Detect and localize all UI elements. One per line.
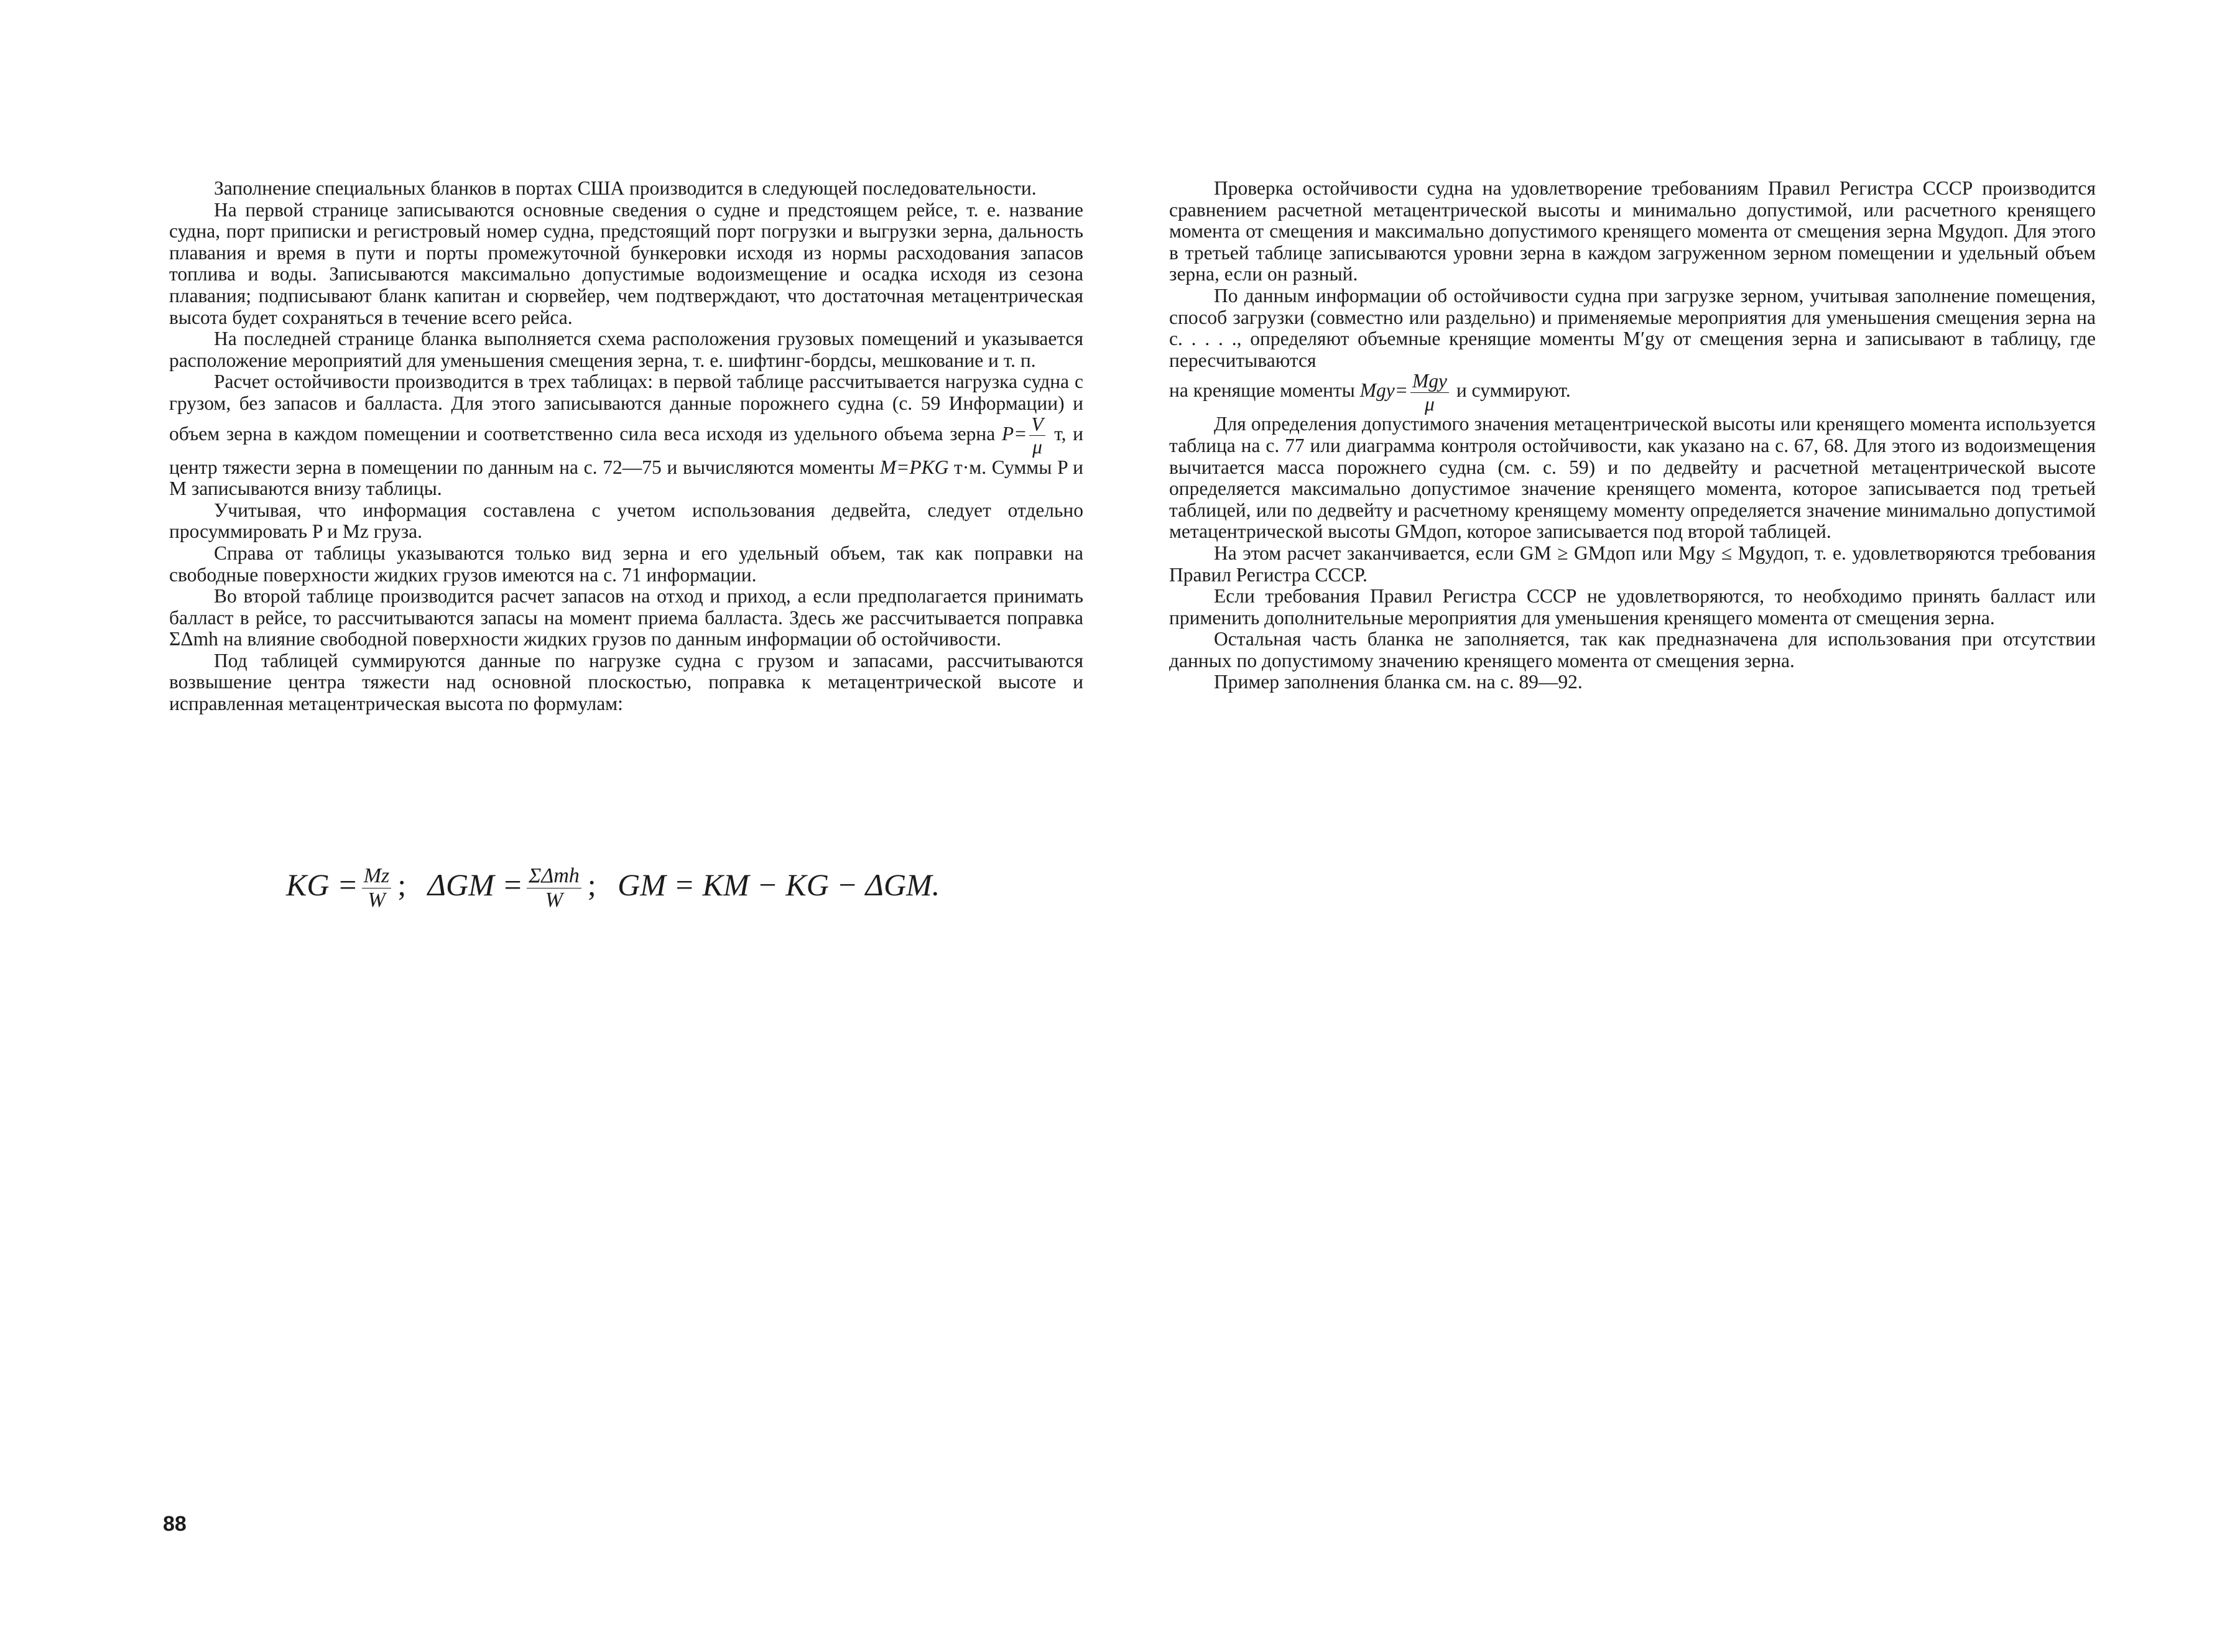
dgm-formula-lhs: ΔGM =	[427, 867, 524, 902]
left-paragraph-2: На первой странице записываются основные сведения о судне и предстоящем рейсе, т. е. название судна, порт приписки и регистровый номер судна, предстоящий порт погрузки и выгрузки зерна, дальность плавания и время в пути и порты промежуточной бункеровки исходя из нормы расходования запасов топлива и воды. Записываются максимально допустимые водоизмещение и осадка исходя из сезона плавания; подписывают бланк капитан и сюрвейер, чем подтверждают, что достаточная метацентрическая высота будет сохраняться в течение всего рейса.	[169, 198, 1083, 328]
weight-fraction-numerator: V	[1029, 415, 1045, 436]
right-paragraph-2-text-a: По данным информации об остойчивости судна при загрузке зерном, учитывая заполнение помещения, способ загрузки (совместно или раздельно) и применяемые мероприятия для уменьшения смещения зерна на с. . . . ., определяют объемные кренящие моменты M′gy от смещения зерна и записывают в таблицу, где пересчитываются	[1169, 284, 2096, 371]
left-column	[169, 178, 1083, 715]
heeling-moment-line	[1169, 371, 2096, 413]
weight-fraction-denominator: μ	[1032, 436, 1042, 458]
right-paragraph-6: Остальная часть бланка не заполняется, так как предназначена для использования при отсутствии данных по допустимому значению кренящего момента от смещения зерна.	[1169, 628, 2096, 671]
right-paragraph-4: На этом расчет заканчивается, если GM ≥ GMдоп или Mgy ≤ Mgудоп, т. е. удовлетворяются требования Правил Регистра СССР.	[1169, 542, 2096, 586]
left-paragraph-4-text-c: т·м. Суммы P и M записываются внизу таблицы.	[169, 456, 1083, 500]
right-paragraph-5: Если требования Правил Регистра СССР не удовлетворяются, то необходимо принять балласт или применить дополнительные мероприятия для уменьшения кренящего момента от смещения зерна.	[1169, 585, 2096, 629]
dgm-fraction-numerator: ΣΔmh	[527, 865, 581, 888]
left-paragraph-5: Учитывая, что информация составлена с учетом использования дедвейта, следует отдельно просуммировать P и Mz груза.	[169, 499, 1083, 543]
stability-formulas	[286, 865, 1095, 911]
heeling-moment-tail: и суммируют.	[1451, 379, 1571, 402]
gm-formula: GM = KM − KG − ΔGM.	[618, 867, 940, 902]
left-paragraph-4-text-a: Расчет остойчивости производится в трех таблицах: в первой таблице рассчитывается нагрузка судна с грузом, без запасов и балласта. Для этого записываются данные порожнего судна (с. 59 Информации) и объем зерна в каждом помещении и соответственно сила веса исходя из удельного объема зерна	[169, 371, 1083, 445]
left-paragraph-4	[169, 371, 1083, 499]
dgm-fraction-denominator: W	[545, 888, 563, 911]
right-paragraph-7: Пример заполнения бланка см. на с. 89—92.	[1214, 671, 1583, 693]
heeling-moment-denominator: μ	[1425, 392, 1435, 415]
page-number: 88	[163, 1512, 187, 1536]
weight-fraction	[1029, 415, 1045, 457]
heeling-moment-lhs: Mgy=	[1359, 379, 1408, 402]
kg-fraction-numerator: Mz	[362, 865, 392, 888]
kg-fraction	[362, 865, 392, 911]
left-paragraph-4-text-b: т, и центр тяжести зерна в помещении по данным на с. 72—75 и вычисляются моменты	[169, 422, 1083, 478]
left-paragraph-6: Справа от таблицы указываются только вид зерна и его удельный объем, так как поправки на свободные поверхности жидких грузов имеются на с. 71 информации.	[169, 542, 1083, 586]
right-paragraph-3: Для определения допустимого значения метацентрической высоты или кренящего момента используется таблица на с. 77 или диаграмма контроля остойчивости, как указано на с. 67, 68. Для этого из водоизмещения вычитается масса порожнего судна (см. с. 59) и по дедвейту и расчетной метацентрической высоте определяется максимально допустимое значение кренящего момента, которое записывается под третьей таблицей, или по дедвейту и расчетному кренящему моменту определяется значение минимально допустимой метацентрической высоты GMдоп, которое записывается под второй таблицей.	[1169, 413, 2096, 543]
right-column	[1169, 178, 2096, 693]
weight-formula-lhs: P=	[1001, 422, 1027, 445]
dgm-fraction	[527, 865, 581, 911]
left-paragraph-7: Во второй таблице производится расчет запасов на отход и приход, а если предполагается принимать балласт в рейсе, то рассчитываются запасы на момент приема балласта. Здесь же рассчитывается поправка ΣΔmh на влияние свободной поверхности жидких грузов по данным информации об остойчивости.	[169, 585, 1083, 650]
left-paragraph-8: Под таблицей суммируются данные по нагрузке судна с грузом и запасами, рассчитываются возвышение центра тяжести над основной плоскостью, поправка к метацентрической высоте и исправленная метацентрическая высота по формулам:	[169, 649, 1083, 715]
left-paragraph-1: Заполнение специальных бланков в портах США производится в следующей последовательности.	[214, 177, 1037, 199]
kg-fraction-denominator: W	[368, 888, 386, 911]
moment-formula: M=PKG	[879, 456, 949, 478]
heeling-moment-fraction	[1410, 371, 1449, 413]
formula-separator-2: ;	[587, 867, 596, 902]
kg-formula-lhs: KG =	[286, 867, 358, 902]
heeling-moment-numerator: Mgy	[1410, 371, 1449, 393]
heeling-moment-lead: на кренящие моменты	[1169, 379, 1360, 402]
right-paragraph-2	[1169, 285, 2096, 413]
right-paragraph-1: Проверка остойчивости судна на удовлетворение требованиям Правил Регистра СССР производится сравнением расчетной метацентрической высоты и минимально допустимой, или расчетного кренящего момента от смещения и максимально допустимого кренящего момента от смещения зерна Mgудоп. Для этого в третьей таблице записываются уровни зерна в каждом загруженном зерном помещении и удельный объем зерна, если он разный.	[1169, 177, 2096, 285]
left-paragraph-3: На последней странице бланка выполняется схема расположения грузовых помещений и указывается расположение мероприятий для уменьшения смещения зерна, т. е. шифтинг-бордсы, мешкование и т. п.	[169, 328, 1083, 371]
formula-separator-1: ;	[397, 867, 407, 902]
